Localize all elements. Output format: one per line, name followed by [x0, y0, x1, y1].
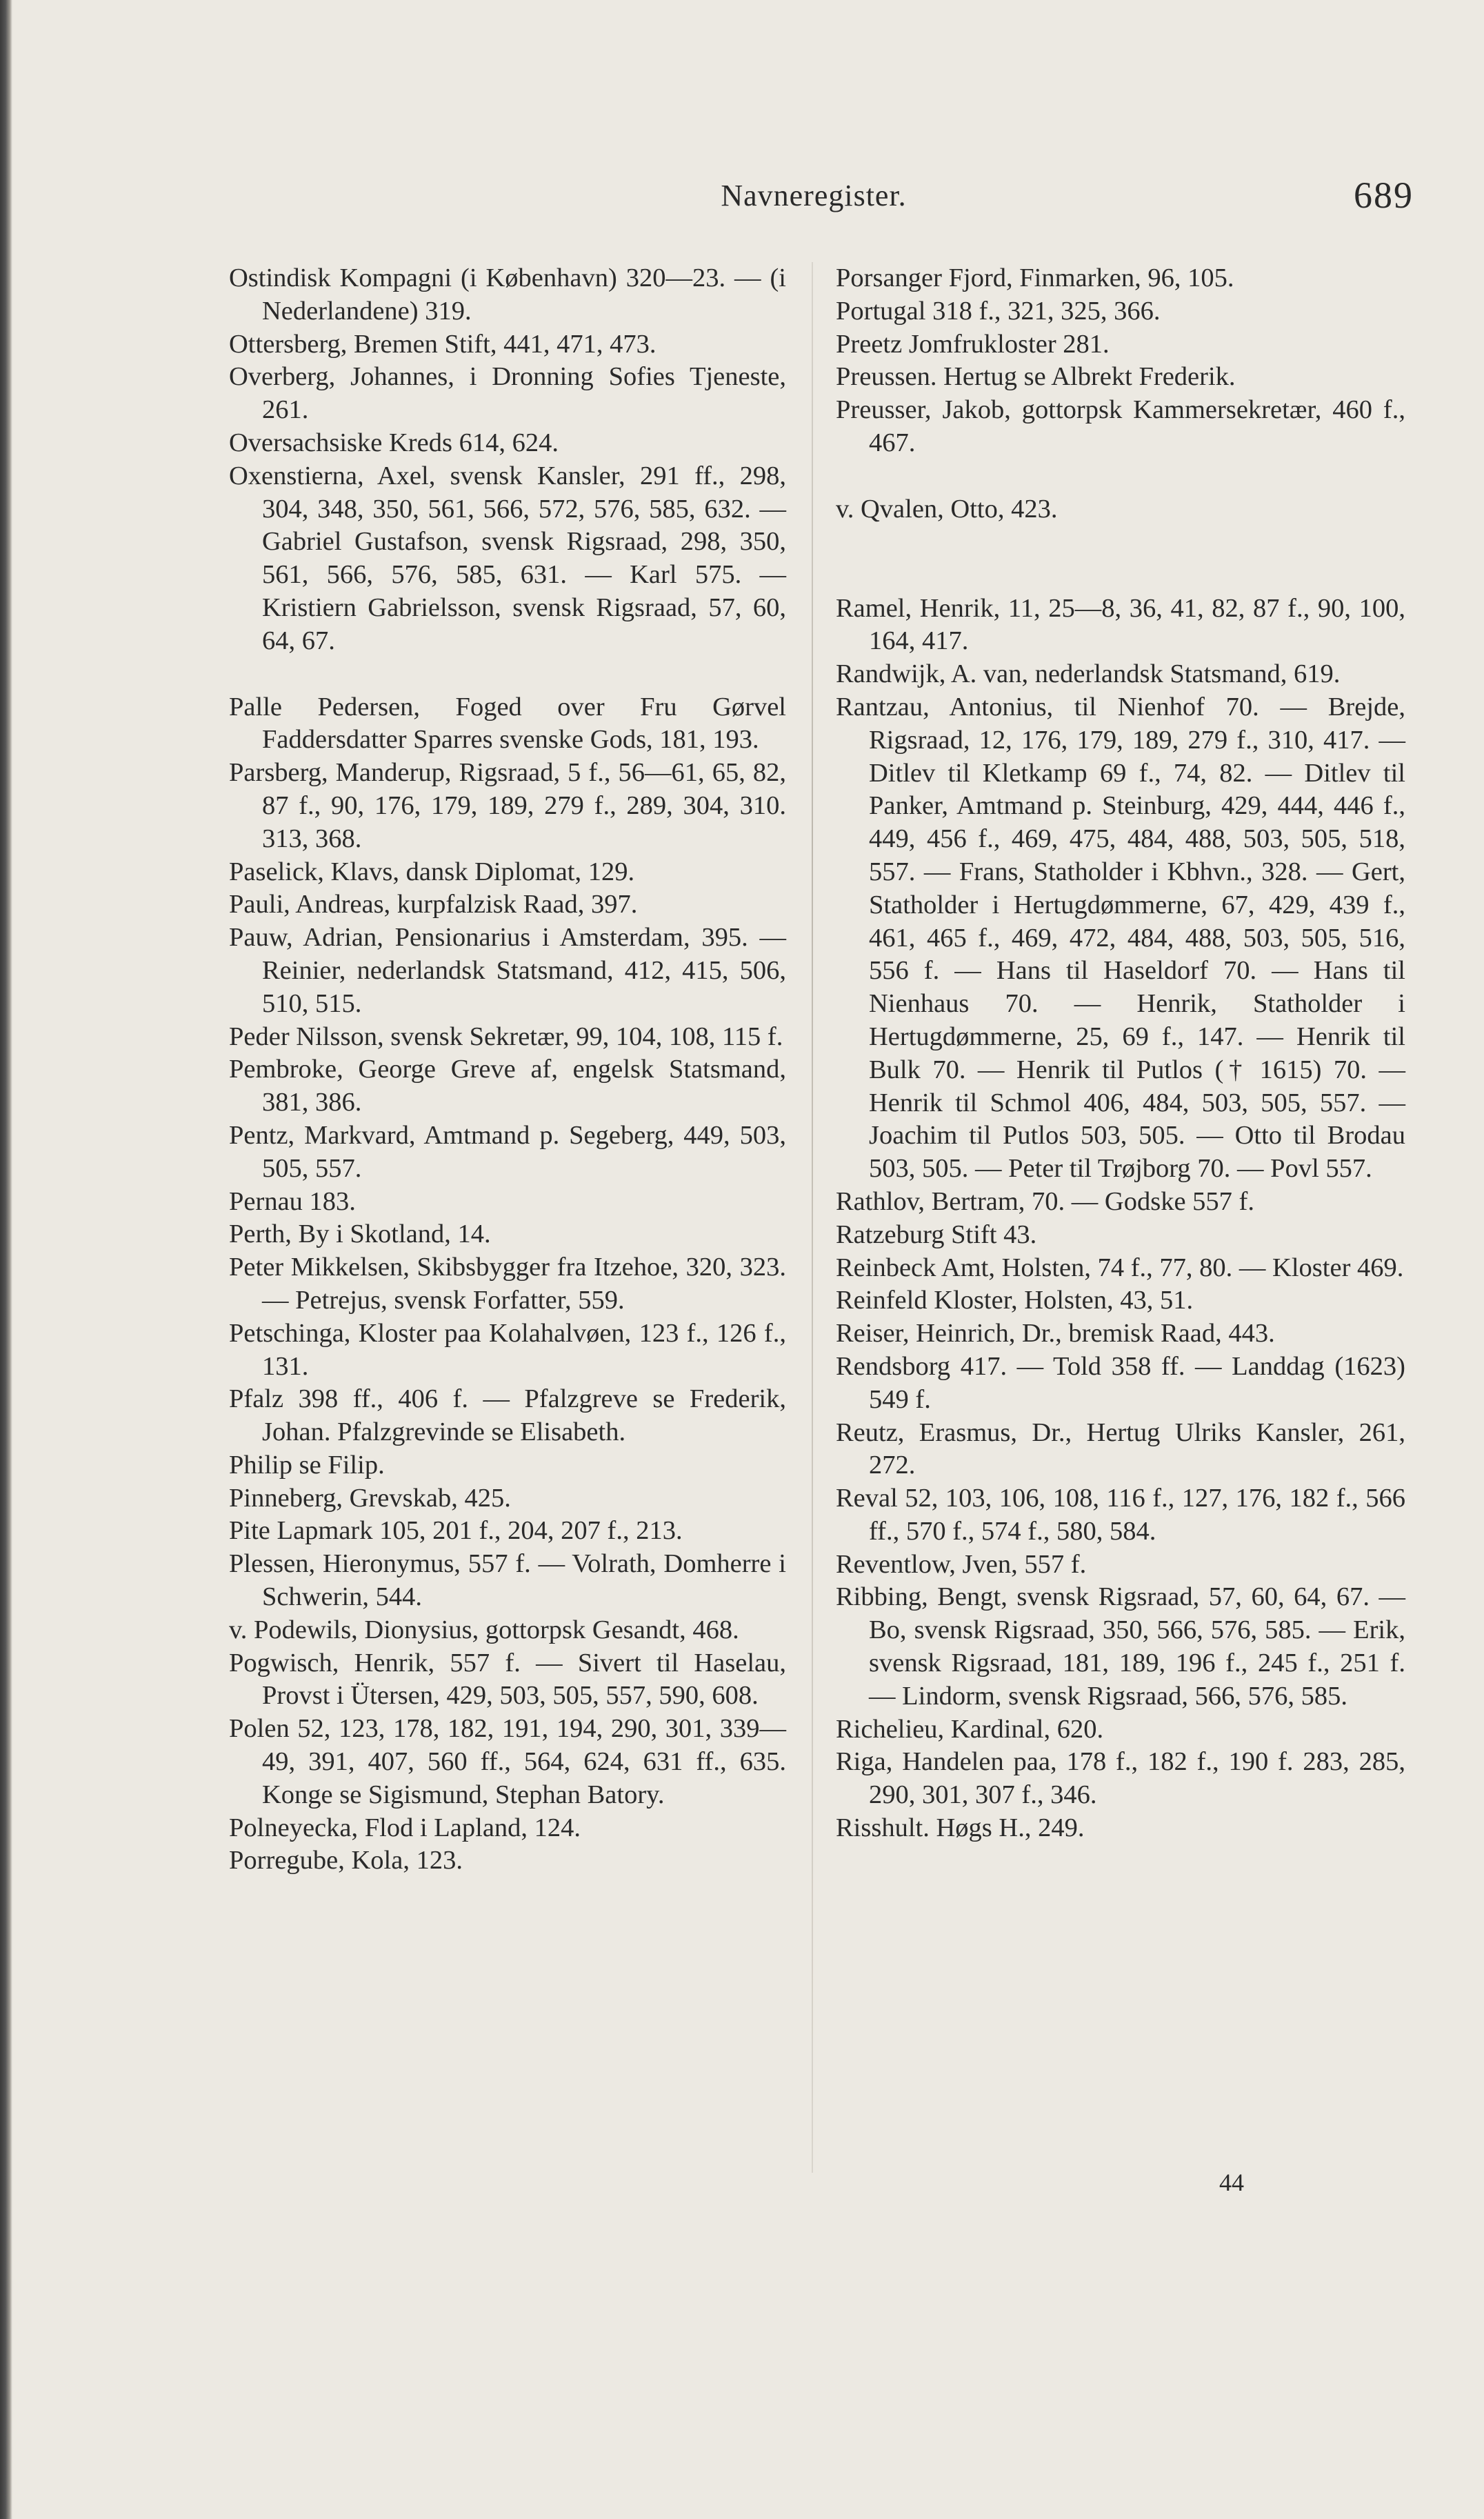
page-number: 689 — [1354, 175, 1414, 216]
index-entry: Oversachsiske Kreds 614, 624. — [229, 428, 559, 457]
index-entry: Richelieu, Kardinal, 620. — [836, 1714, 1104, 1744]
index-entry: Polen 52, 123, 178, 182, 191, 194, 290, 301, 339—49, 391, 407, 560 ff., 564, 624, 631 ff., 635. Konge se Sigismund, Stephan Batory. — [229, 1714, 786, 1809]
index-entry: Peder Nilsson, svensk Sekretær, 99, 104, 108, 115 f. — [229, 1022, 783, 1051]
index-entry: Porsanger Fjord, Finmarken, 96, 105. — [836, 263, 1234, 292]
index-entry: Palle Pedersen, Foged over Fru Gørvel Faddersdatter Sparres svenske Gods, 181, 193. — [229, 692, 786, 755]
index-entry: Perth, By i Skotland, 14. — [229, 1219, 491, 1249]
index-entry: Porregube, Kola, 123. — [229, 1846, 463, 1875]
index-entry: Riga, Handelen paa, 178 f., 182 f., 190 f. 283, 285, 290, 301, 307 f., 346. — [836, 1747, 1405, 1810]
index-column-left — [229, 262, 786, 1878]
index-entry: Petschinga, Kloster paa Kolahalvøen, 123 f., 126 f., 131. — [229, 1318, 786, 1381]
index-entry: Philip se Filip. — [229, 1450, 385, 1480]
index-entry: Ostindisk Kompagni (i København) 320—23. — (i Nederlandene) 319. — [229, 263, 786, 326]
index-entry: Overberg, Johannes, i Dronning Sofies Tjeneste, 261. — [229, 362, 786, 425]
index-entry: Pembroke, George Greve af, engelsk Statsmand, 381, 386. — [229, 1055, 786, 1117]
index-entry: Ribbing, Bengt, svensk Rigsraad, 57, 60, 64, 67. — Bo, svensk Rigsraad, 350, 566, 576, 585. — Erik, svensk Rigsraad, 181, 189, 196 f., 245 f., 251 f. — Lindorm, svensk Rigsraad, 566, 576, 585. — [836, 1582, 1405, 1711]
index-entry: Preusser, Jakob, gottorpsk Kammersekretær, 460 f., 467. — [836, 395, 1405, 457]
index-entry: Ratzeburg Stift 43. — [836, 1219, 1037, 1249]
index-entry: Peter Mikkelsen, Skibsbygger fra Itzehoe, 320, 323. — Petrejus, svensk Forfatter, 559. — [229, 1253, 786, 1315]
index-entry: Rathlov, Bertram, 70. — Godske 557 f. — [836, 1186, 1254, 1216]
index-entry: Pernau 183. — [229, 1186, 356, 1216]
index-entry: Oxenstierna, Axel, svensk Kansler, 291 ff., 298, 304, 348, 350, 561, 566, 572, 576, 585, 632. — Gabriel Gustafson, svensk Rigsraad, 298, 350, 561, 566, 576, 585, 631. — Karl 575. — Kristiern Gabrielsson, svensk Rigsraad, 57, 60, 64, 67. — [229, 461, 786, 655]
index-entry: Pogwisch, Henrik, 557 f. — Sivert til Haselau, Provst i Ütersen, 429, 503, 505, 557, 590, 608. — [229, 1648, 786, 1711]
index-entry: Risshult. Høgs H., 249. — [836, 1813, 1085, 1843]
index-column-right — [836, 262, 1405, 1845]
index-entry: Reval 52, 103, 106, 108, 116 f., 127, 176, 182 f., 566 ff., 570 f., 574 f., 580, 584. — [836, 1484, 1405, 1546]
index-entry: Portugal 318 f., 321, 325, 366. — [836, 296, 1161, 326]
index-entry: Pfalz 398 ff., 406 f. — Pfalzgreve se Frederik, Johan. Pfalzgrevinde se Elisabeth. — [229, 1384, 786, 1447]
index-entry: Pite Lapmark 105, 201 f., 204, 207 f., 213. — [229, 1516, 683, 1546]
index-entry: Reinbeck Amt, Holsten, 74 f., 77, 80. — Kloster 469. — [836, 1253, 1404, 1282]
book-binding-edge — [0, 0, 12, 2519]
index-entry: Pinneberg, Grevskab, 425. — [229, 1483, 511, 1513]
index-entry: Polneyecka, Flod i Lapland, 124. — [229, 1813, 581, 1842]
index-entry: v. Podewils, Dionysius, gottorpsk Gesandt, 468. — [229, 1615, 739, 1644]
section-gap — [229, 658, 786, 691]
section-gap — [836, 460, 1405, 493]
index-entry: Preussen. Hertug se Albrekt Frederik. — [836, 362, 1236, 392]
index-entry: Reiser, Heinrich, Dr., bremisk Raad, 443. — [836, 1319, 1275, 1348]
index-entry: v. Qvalen, Otto, 423. — [836, 494, 1058, 524]
index-entry: Reventlow, Jven, 557 f. — [836, 1549, 1087, 1579]
index-entry: Reinfeld Kloster, Holsten, 43, 51. — [836, 1286, 1194, 1315]
index-entry: Ramel, Henrik, 11, 25—8, 36, 41, 82, 87 f., 90, 100, 164, 417. — [836, 593, 1405, 656]
index-entry: Pauli, Andreas, kurpfalzisk Raad, 397. — [229, 890, 638, 919]
index-entry: Preetz Jomfrukloster 281. — [836, 329, 1110, 359]
index-entry: Paselick, Klavs, dansk Diplomat, 129. — [229, 857, 635, 886]
index-entry: Pauw, Adrian, Pensionarius i Amsterdam, 395. — Reinier, nederlandsk Statsmand, 412, 415, 506, 510, 515. — [229, 923, 786, 1018]
index-entry: Ottersberg, Bremen Stift, 441, 471, 473. — [229, 329, 656, 359]
index-entry: Parsberg, Manderup, Rigsraad, 5 f., 56—61, 65, 82, 87 f., 90, 176, 179, 189, 279 f., 289, 304, 310. 313, 368. — [229, 758, 786, 853]
index-entry: Reutz, Erasmus, Dr., Hertug Ulriks Kansler, 261, 272. — [836, 1417, 1405, 1480]
section-gap — [836, 526, 1405, 593]
signature-mark: 44 — [1219, 2169, 1244, 2196]
index-entry: Rendsborg 417. — Told 358 ff. — Landdag (1623) 549 f. — [836, 1351, 1405, 1414]
index-entry: Pentz, Markvard, Amtmand p. Segeberg, 449, 503, 505, 557. — [229, 1120, 786, 1183]
page-title: Navneregister. — [721, 179, 907, 212]
index-entry: Plessen, Hieronymus, 557 f. — Volrath, Domherre i Schwerin, 544. — [229, 1549, 786, 1612]
index-entry: Randwijk, A. van, nederlandsk Statsmand, 619. — [836, 659, 1341, 689]
index-entry: Rantzau, Antonius, til Nienhof 70. — Brejde, Rigsraad, 12, 176, 179, 189, 279 f., 310, 417. — Ditlev til Kletkamp 69 f., 74, 82. — Ditlev til Panker, Amtmand p. Steinburg, 429, 444, 446 f., 449, 456 f., 469, 475, 484, 488, 503, 505, 518, 557. — Frans, Statholder i Kbhvn., 328. — Gert, Statholder i Hertugdømmerne, 67, 429, 439 f., 461, 465 f., 469, 472, 484, 488, 503, 505, 516, 556 f. — Hans til Haseldorf 70. — Hans til Nienhaus 70. — Henrik, Statholder i Hertugdømmerne, 25, 69 f., 147. — Henrik til Bulk 70. — Henrik til Putlos († 1615) 70. — Henrik til Schmol 406, 484, 503, 505, 557. — Joachim til Putlos 503, 505. — Otto til Brodau 503, 505. — Peter til Trøjborg 70. — Povl 557. — [836, 692, 1405, 1184]
column-divider — [812, 262, 813, 2173]
